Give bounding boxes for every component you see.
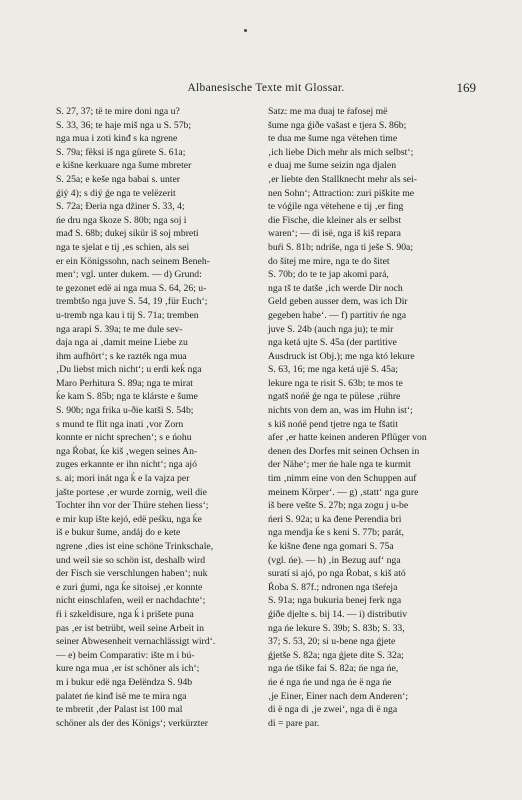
text-line: suratí si ajó, po nga Ŕobat, s kiš ató [268, 568, 406, 580]
text-line: nga ńe lekure S. 39b; S. 83b; S. 33, [268, 622, 405, 634]
text-line: ǵiðe djelte s. bij 14. — i) distributiv [268, 608, 408, 620]
running-header [56, 82, 476, 100]
text-line: waren‘; — di isë, nga iš kiš repara [268, 228, 401, 240]
text-line: Maro Perhitura S. 89a; nga te mirat [56, 377, 193, 389]
text-line: Tochter ihn vor der Thüre stehen liess‘; [56, 500, 209, 512]
text-line: buŕi S. 81b; ndriše, nga ti ješe S. 90a; [268, 241, 414, 253]
text-line: e zuri ǵumi, nga ḱe sitoisej ‚er konnte [56, 581, 203, 593]
text-line: iš e bukur šume, andáj do e kete [56, 527, 181, 539]
text-line: nicht einschlafen, weil er nachdachte‘; [56, 595, 206, 607]
text-line: nga mendja ḱe s keni S. 77b; parát, [268, 527, 404, 539]
text-line: denen des Dorfes mit seinen Ochsen in [268, 445, 420, 457]
text-line: iš bere vešte S. 27b; nga zogu j u-be [268, 500, 409, 512]
text-line: S. 90b; nga frika u-ðie katši S. 54b; [56, 405, 194, 417]
text-line: meinem Körper‘. — g) ‚statt‘ nga gure [268, 486, 419, 498]
text-line: e duaj me šume seizin nga djalen [268, 160, 397, 172]
text-line: seiner Abwesenheit vernachlässigt wird‘. [56, 636, 216, 648]
text-line: S. 72a; Đeria nga džiner S. 33, 4; [56, 201, 185, 213]
text-line: trembtšo nga juve S. 54, 19 ‚für Euch‘; [56, 296, 208, 308]
text-line: juve S. 24b (auch nga ju); te mir [268, 323, 394, 335]
text-line: — e) beim Comparativ: ište m i bú- [56, 649, 195, 661]
text-line: ‚ich liebe Dich mehr als mich selbst‘; [268, 146, 414, 158]
text-line: nga tš te datše ‚ich werde Dir noch [268, 282, 403, 294]
text-line: nga ńe tšike fai S. 82a; ńe nga ńe, [268, 663, 399, 675]
text-line: ḱe kišne đene nga gomari S. 75a [268, 541, 394, 552]
text-line: pas ‚er ist betrübt, weil seine Arbeit in [56, 622, 204, 634]
text-line: te gezonet edë ai nga mua S. 64, 26; u- [56, 282, 207, 294]
text-line: schöner als der des Königs‘; verkürzter [56, 717, 208, 729]
left-text-column [56, 105, 264, 729]
text-line: afer ‚er hatte keinen anderen Pflüger von [268, 432, 427, 444]
text-line: der Nähe‘; mer ńe hale nga te kurmit [268, 459, 411, 471]
text-line: S. 27, 37; të te mire doni nga u? [56, 106, 180, 117]
text-line: ńeri S. 92a; u ka đene Perendia bri [268, 513, 402, 525]
text-line: S. 79a; fëksi iš nga gürete S. 61a; [56, 146, 186, 158]
text-line: men‘; vgl. unter dukem. — d) Grund: [56, 269, 202, 281]
text-line: daja nga ai ‚damit meine Liebe zu [56, 337, 188, 349]
running-title: Albanesische Texte mit Glossar. [187, 82, 345, 94]
text-line: te dua me šume nga vëtehen time [268, 133, 398, 145]
text-line: ŕi i szkeldisure, nga ḱ i prišete puna [56, 608, 194, 620]
text-line: nga te sjelat e tij ‚es schien, als sei [56, 241, 190, 253]
text-line: ‚er liebte den Stallknecht mehr als sei- [268, 173, 418, 185]
text-line: ngatš nońë ǵe nga te pülese ‚rühre [268, 391, 401, 403]
text-line: ǵjetše S. 82a; nga ǵjete dite S. 32a; [268, 649, 404, 661]
text-line: s mund te flit nga inati ‚vor Zorn [56, 418, 184, 430]
text-line: e mir kup ište kejó, edë peśku, nga ḱe [56, 513, 202, 525]
text-line: palatet ńe kinđ isë me te mira nga [56, 690, 187, 702]
right-text-column [268, 105, 476, 729]
text-line: ńe dru nga škoze S. 80b; nga soj i [56, 214, 187, 226]
text-line: ńe é nga ńe und nga ńe ë nga ńe [268, 676, 392, 688]
page-number: 169 [456, 80, 476, 95]
text-line: Satz: me ma duaj te ŕafosej më [268, 106, 388, 117]
text-line: ihm aufhört‘; s ke razték nga mua [56, 350, 187, 362]
text-line: do šitej me mire, nga te do šitet [268, 255, 390, 267]
text-line: zuges erkannte er ihn nicht‘; nga ajó [56, 459, 197, 471]
text-line: nga ketá ujte S. 45a (der partitive [268, 337, 397, 349]
text-line: 37; S. 53, 20; si u-bene nga ǵjete [268, 636, 396, 648]
text-line: di = pare par. [268, 717, 320, 729]
ink-dot [244, 29, 247, 32]
text-line: Geld geben ausser dem, was ich Dir [268, 296, 408, 308]
text-line: S. 63, 16; me nga ketá ujë S. 45a; [268, 364, 398, 376]
text-line: ‚Du liebst mich nicht‘; u erdi keḱ nga [56, 364, 202, 376]
text-line: S. 25a; e keše nga babai s. unter [56, 173, 181, 185]
text-line: ǵiý 4); s diý ǵe nga te velëzerit [56, 187, 176, 199]
text-line: nen Sohn‘; Attraction: zuri piškite me [268, 187, 415, 199]
text-line: nga Ŕobat, ḱe kiš ‚wegen seines An- [56, 445, 198, 457]
text-line: lekure nga te risit S. 63b; te mos te [268, 377, 403, 389]
text-line: te mbretit ‚der Palast ist 100 mal [56, 704, 183, 716]
text-line: konnte er nicht sprechen‘; s e ńohu [56, 432, 192, 444]
text-line: S. 70b; do te te jap akomi pará, [268, 269, 389, 281]
text-line: der Fisch sie verschlungen haben‘; nuk [56, 568, 208, 580]
text-line: u-tremb nga kau i tij S. 71a; tremben [56, 309, 199, 321]
text-line: S. 33, 36; te haje miš nga u S. 57b; [56, 119, 192, 131]
text-line: šume nga ǵiðe vašast e tjera S. 86b; [268, 119, 407, 131]
text-line: (vgl. ńe). — h) ‚in Bezug auf‘ nga [268, 554, 401, 566]
text-line: er ein Königssohn, nach seinem Beneh- [56, 255, 210, 267]
text-line: die Fische, die kleiner als er selbst [268, 214, 402, 226]
text-line: te vóǵile nga vëtehene e tij ‚er fing [268, 201, 404, 213]
text-line: Ausdruck ist Obj.); me nga któ lekure [268, 350, 415, 362]
text-line: nichts von dem an, was im Huhn ist‘; [268, 405, 413, 417]
text-line: nga mua i zoti kinđ s ka ngrene [56, 133, 178, 145]
text-line: e kišne kerkuare nga šume mbreter [56, 160, 192, 172]
text-line: di ë nga di ‚je zwei‘, nga di ë nga [268, 704, 398, 716]
text-line: Ŕoba S. 87f.; ndronen nga tšeŕeja [268, 581, 398, 593]
text-line: ḱe kam S. 85b; nga te klárste e šume [56, 391, 198, 403]
text-line: s. ai; mori inát nga ḱ e la vajza per [56, 473, 190, 485]
text-line: jašte portese ‚er wurde zornig, weil die [56, 486, 207, 498]
text-line: ‚je Einer, Einer nach dem Anderen‘; [268, 690, 409, 702]
text-line: m i bukur edë nga Đelëndza S. 94b [56, 676, 193, 688]
text-line: gegeben habe‘. — f) partitiv ńe nga [268, 309, 406, 321]
text-line: ngrene ‚dies ist eine schöne Trinkschale, [56, 541, 214, 552]
text-line: s kiš nońë pend tjetre nga te fšatit [268, 418, 398, 430]
text-line: S. 91a; nga bukuria benej ferk nga [268, 595, 402, 607]
text-line: nga arapi S. 39a; te me dule sev- [56, 323, 183, 335]
text-line: kure nga mua ‚er ist schöner als ich‘; [56, 663, 200, 675]
text-line: mađ S. 68b; dukej sikür iš soj mbreti [56, 228, 199, 240]
text-line: und weil sie so schön ist, deshalb wird [56, 554, 206, 566]
text-line: tim ‚nimm eine von den Schuppen auf [268, 473, 417, 485]
